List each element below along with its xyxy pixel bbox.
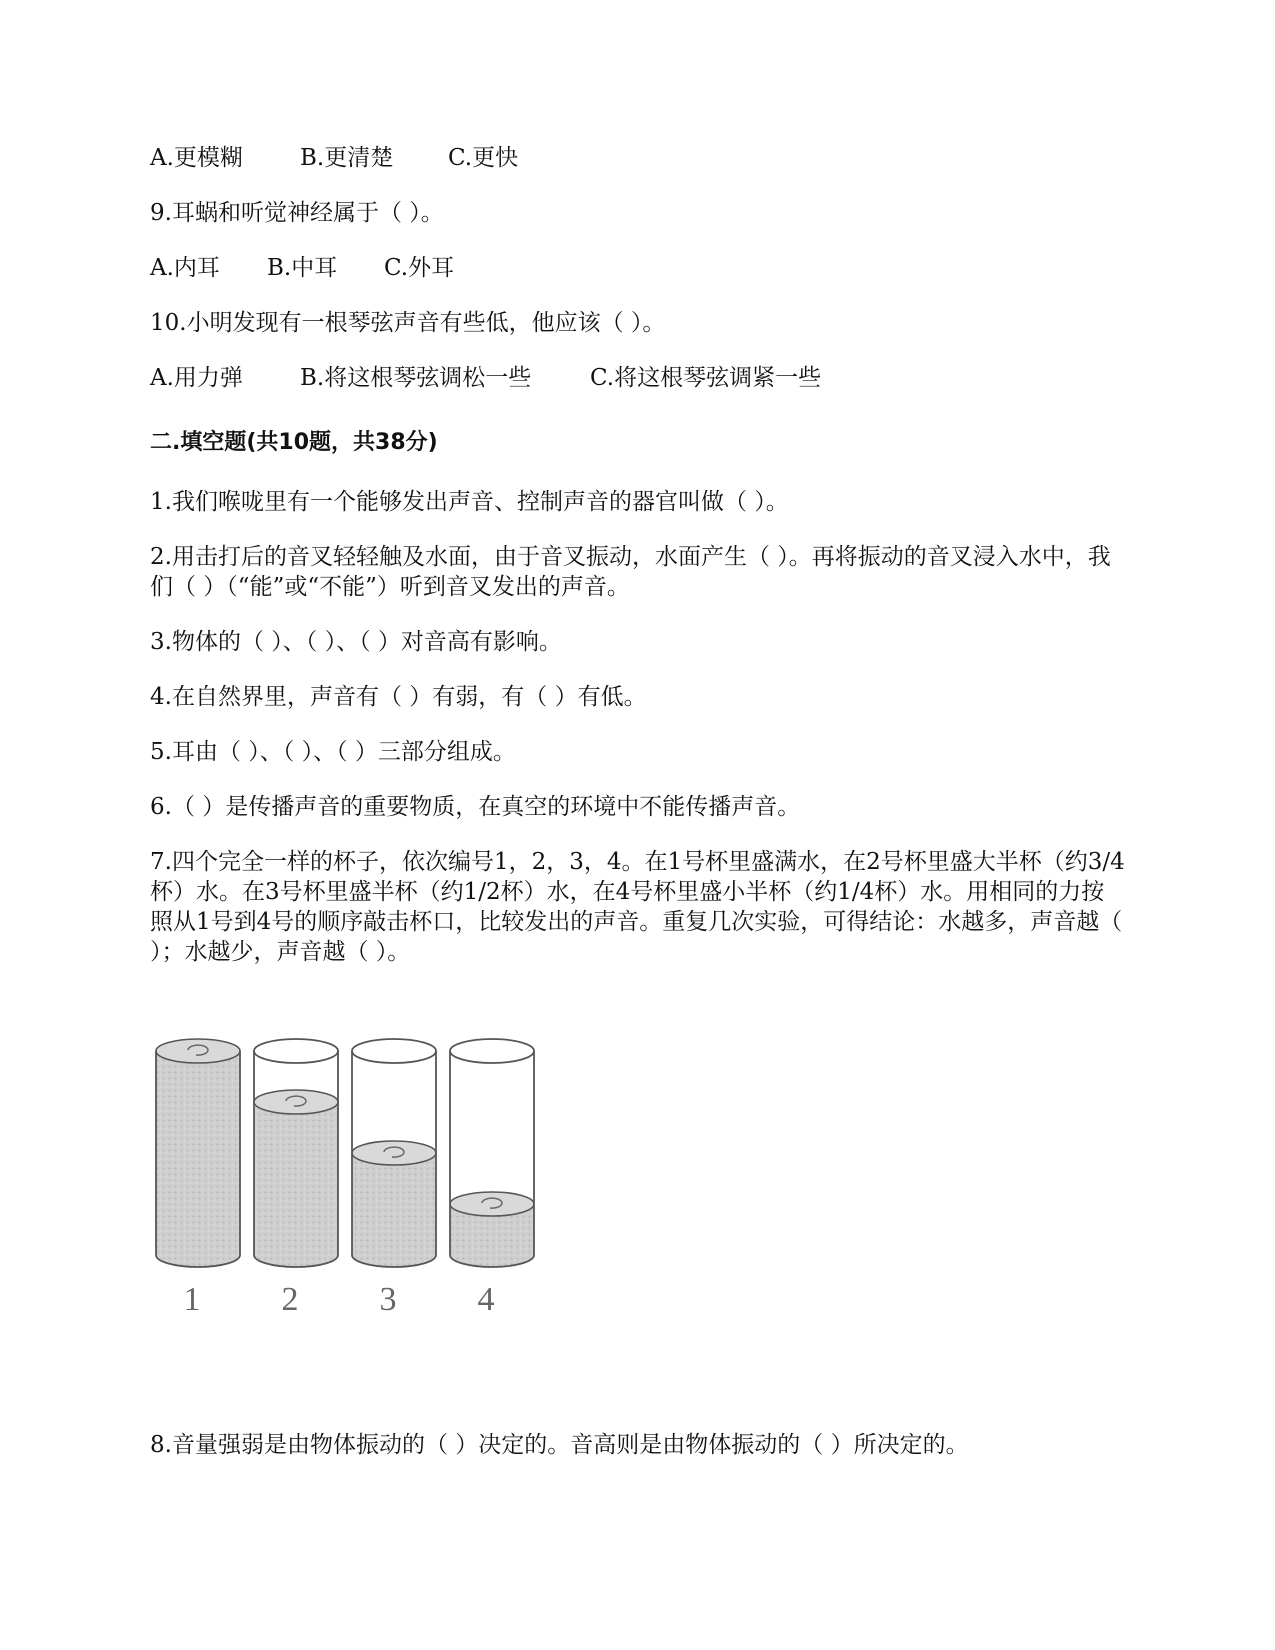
cup-4-water-surface — [450, 1192, 534, 1216]
cups-illustration — [150, 1035, 570, 1320]
cup-4-rim — [450, 1039, 534, 1063]
fill-question-8: 8.音量强弱是由物体振动的（ ）决定的。音高则是由物体振动的（ ）所决定的。 — [150, 1432, 969, 1458]
option-b: B.中耳 — [267, 255, 338, 281]
fill-question-3: 3.物体的（ ）、（ ）、（ ）对音高有影响。 — [150, 629, 562, 655]
fill-question-2: 2.用击打后的音叉轻轻触及水面，由于音叉振动，水面产生（ ）。再将振动的音叉浸入水中，我们（ ）（“能”或“不能”）听到音叉发出的声音。 — [150, 544, 1111, 600]
fill-question-6: 6.（ ）是传播声音的重要物质，在真空的环境中不能传播声音。 — [150, 794, 801, 820]
cup-3-rim — [352, 1039, 436, 1063]
cup-2-rim — [254, 1039, 338, 1063]
cup-3-water — [352, 1153, 436, 1267]
question-10-options — [150, 363, 821, 393]
question-9: 9.耳蜗和听觉神经属于（ ）。 — [150, 200, 444, 226]
section-title: 二.填空题(共10题，共38分) — [150, 430, 438, 455]
fill-question-5: 5.耳由（ ）、（ ）、（ ）三部分组成。 — [150, 739, 516, 765]
cup-2-water-surface — [254, 1090, 338, 1114]
cup-label: 2 — [281, 1281, 299, 1318]
option-c: C.将这根琴弦调紧一些 — [590, 365, 822, 391]
fill-question-1: 1.我们喉咙里有一个能够发出声音、控制声音的器官叫做（ ）。 — [150, 489, 789, 515]
option-b: B.将这根琴弦调松一些 — [300, 365, 532, 391]
cup-1-water-surface — [156, 1039, 240, 1063]
option-b: B.更清楚 — [300, 145, 394, 171]
cup-3-water-surface — [352, 1141, 436, 1165]
cup-2-water — [254, 1102, 338, 1267]
cups-figure — [150, 1035, 570, 1320]
fill-question-4: 4.在自然界里，声音有（ ）有弱，有（ ）有低。 — [150, 684, 647, 710]
question-9-options — [150, 253, 454, 283]
cup-1-water — [156, 1051, 240, 1267]
option-c: C.外耳 — [384, 255, 455, 281]
option-a: A.用力弹 — [150, 365, 243, 391]
option-a: A.内耳 — [150, 255, 220, 281]
cup-label: 4 — [477, 1281, 495, 1318]
question-10: 10.小明发现有一根琴弦声音有些低，他应该（ ）。 — [150, 310, 666, 336]
option-c: C.更快 — [448, 145, 519, 171]
fill-question-7: 7.四个完全一样的杯子，依次编号1，2，3，4。在1号杯里盛满水，在2号杯里盛大半杯（约3/4杯）水。在3号杯里盛半杯（约1/2杯）水，在4号杯里盛小半杯（约1/4杯）水。用相同的力按照从1号到4号的顺序敲击杯口，比较发出的声音。重复几次实验，可得结论：水越多，声音越（ ）；水越少，声音越（ ）。 — [150, 849, 1125, 965]
cup-label: 3 — [379, 1281, 397, 1318]
cup-label: 1 — [183, 1281, 201, 1318]
q8-prev-options — [150, 143, 518, 173]
option-a: A.更模糊 — [150, 145, 243, 171]
